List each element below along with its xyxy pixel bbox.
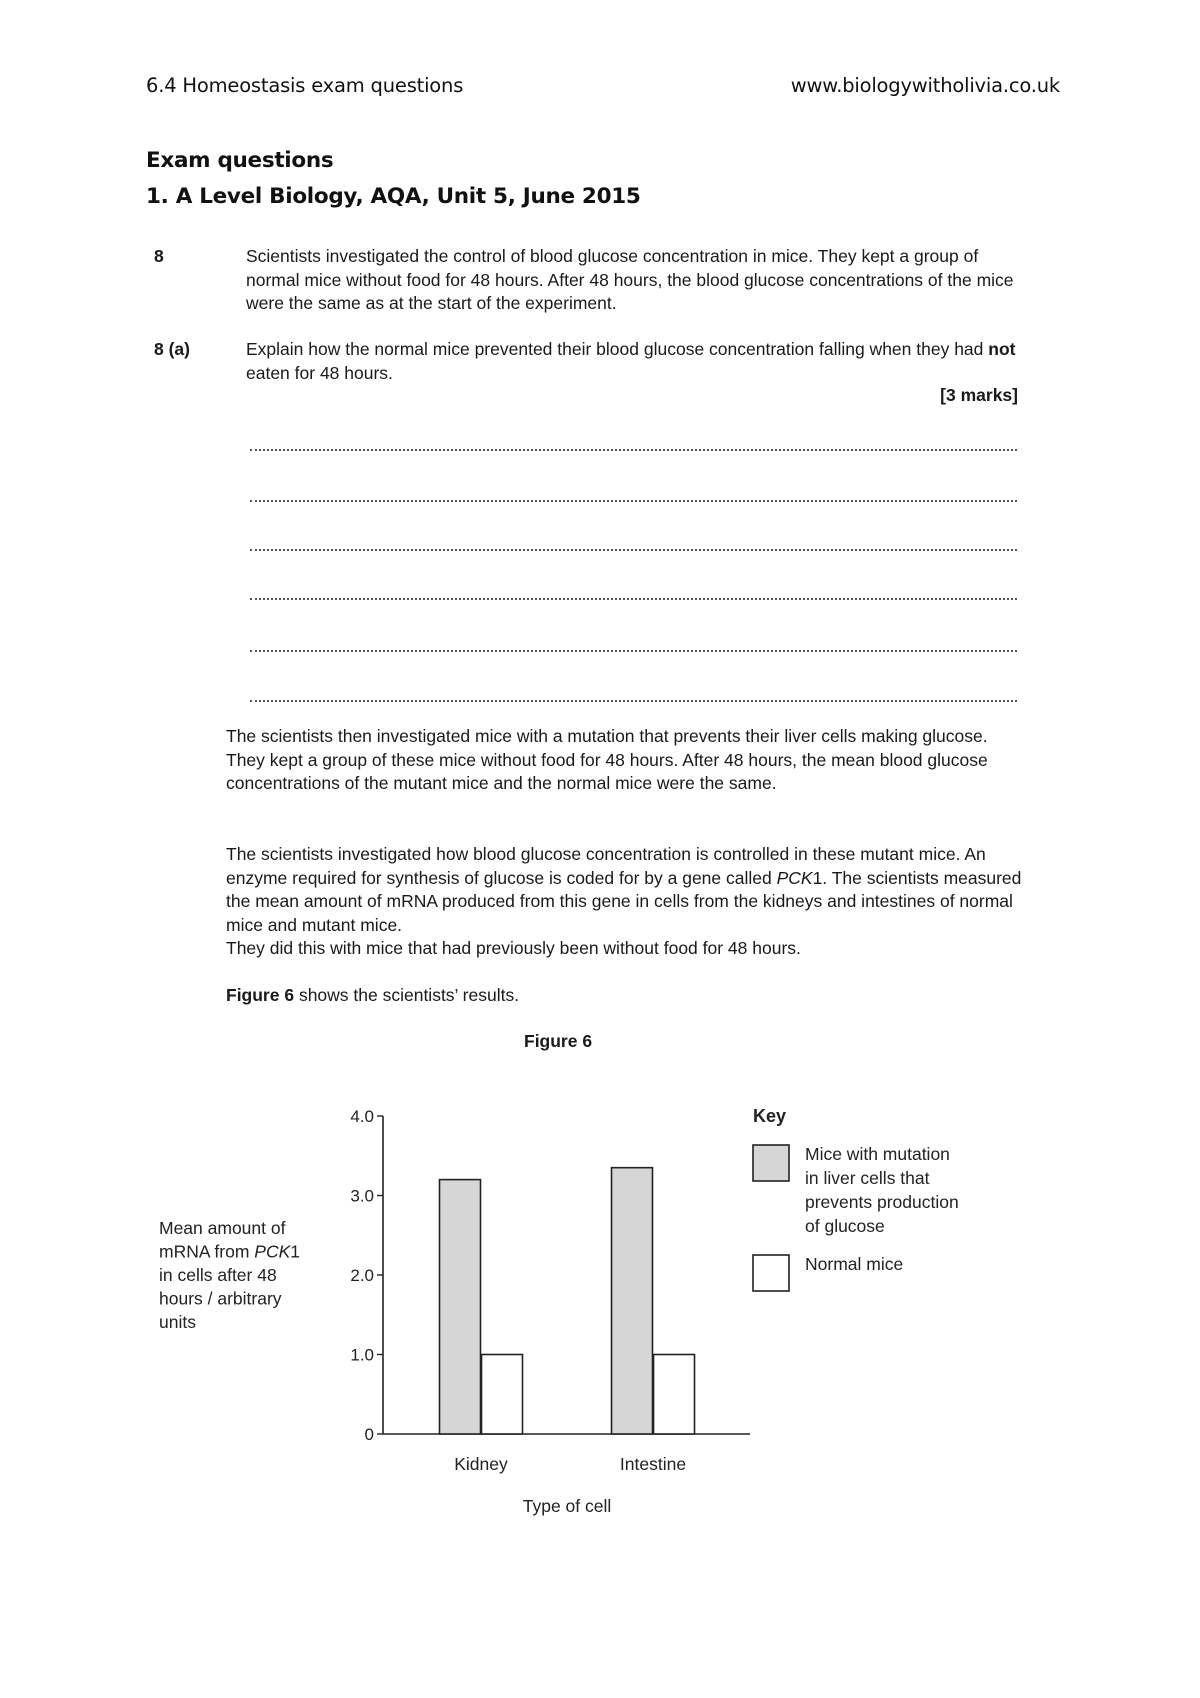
y-axis-label-part: mRNA from [159, 1241, 255, 1262]
bar-intestine-normal [654, 1355, 695, 1435]
section-heading: Exam questions [146, 148, 334, 173]
question-intro: Scientists investigated the control of blood glucose concentration in mice. They kept a group of normal mice without food for 48 hours. After 48 hours, the blood glucose concentrations of the mice were the same as at the start of the experiment. [246, 246, 1014, 313]
figure-ref-bold: Figure 6 [226, 985, 295, 1005]
legend-label-line: Mice with mutation [805, 1144, 950, 1164]
paragraph-pck1-c: They did this with mice that had previously been without food for 48 hours. [226, 938, 801, 958]
part-a-number: 8 (a) [154, 339, 190, 359]
part-a-text-2: eaten for 48 hours. [246, 362, 393, 383]
chart-legend [753, 1106, 959, 1291]
bar-kidney-normal [482, 1355, 523, 1435]
paragraph-pck1 [226, 843, 1026, 961]
paragraph-pck1-a: The scientists investigated how blood glucose concentration is controlled in these mutant mice. An enzyme required for synthesis of glucose is coded for by a gene called [226, 844, 986, 888]
x-tick-label: Kidney [454, 1454, 508, 1474]
legend-label-line: prevents production [805, 1192, 959, 1212]
bar-intestine-mutant [612, 1168, 653, 1434]
y-tick-label: 4.0 [350, 1107, 374, 1126]
figure-ref-rest: shows the scientists’ results. [294, 985, 520, 1005]
y-tick-label: 1.0 [350, 1345, 374, 1365]
question-number: 8 [154, 246, 164, 266]
legend-label-line: Normal mice [805, 1254, 904, 1274]
legend-swatch-normal [753, 1255, 789, 1291]
y-axis-label-line [159, 1242, 300, 1262]
figure-reference [226, 984, 1026, 1008]
gene-name: PCK [776, 867, 813, 888]
part-a-text [246, 338, 1026, 385]
marks-label: [3 marks] [940, 385, 1018, 405]
answer-line[interactable] [250, 449, 1017, 451]
y-tick-label: 2.0 [350, 1266, 374, 1285]
y-axis-label [159, 1218, 300, 1332]
legend-title: Key [753, 1106, 787, 1126]
legend-label-line: in liver cells that [805, 1168, 930, 1188]
source-heading: 1. A Level Biology, AQA, Unit 5, June 2015 [146, 184, 641, 209]
paragraph-mutant-mice: The scientists then investigated mice with a mutation that prevents their liver cells making glucose. They kept a group of these mice without food for 48 hours. After 48 hours, the mean blood glucose concentrations of the mutant mice and the normal mice were the same. [226, 726, 988, 793]
y-axis-label-line: Mean amount of [159, 1218, 286, 1238]
answer-line[interactable] [250, 549, 1017, 551]
legend-swatch-mutant [753, 1145, 789, 1181]
bar-kidney-mutant [440, 1180, 481, 1434]
answer-line[interactable] [250, 598, 1017, 600]
chart-axes [350, 1107, 750, 1516]
y-axis-label-part: 1 [290, 1241, 301, 1262]
answer-line[interactable] [250, 700, 1017, 702]
answer-line[interactable] [250, 650, 1017, 652]
page-header-title: 6.4 Homeostasis exam questions [146, 74, 464, 97]
y-axis-label-line: in cells after 48 [159, 1265, 277, 1285]
y-tick-label: 3.0 [350, 1186, 374, 1206]
part-a-text-bold: not [988, 339, 1016, 359]
page-header-url[interactable]: www.biologywitholivia.co.uk [790, 74, 1060, 97]
x-axis-label: Type of cell [522, 1496, 612, 1516]
y-axis-label-gene: PCK [254, 1241, 291, 1262]
legend-label-line: of glucose [805, 1216, 885, 1236]
chart-bars [440, 1168, 695, 1434]
x-tick-label: Intestine [619, 1454, 687, 1474]
part-a-text-1: Explain how the normal mice prevented their blood glucose concentration falling when they had [246, 339, 989, 359]
y-axis-label-line: units [159, 1312, 196, 1332]
figure-title: Figure 6 [524, 1031, 593, 1051]
y-axis-label-line: hours / arbitrary [159, 1288, 282, 1309]
answer-line[interactable] [250, 500, 1017, 502]
y-tick-label: 0 [364, 1425, 374, 1444]
paragraph-pck1-b: 1. The scientists measured the mean amount of mRNA produced from this gene in cells from the kidneys and intestines of normal mice and mutant mice. [226, 867, 1022, 935]
